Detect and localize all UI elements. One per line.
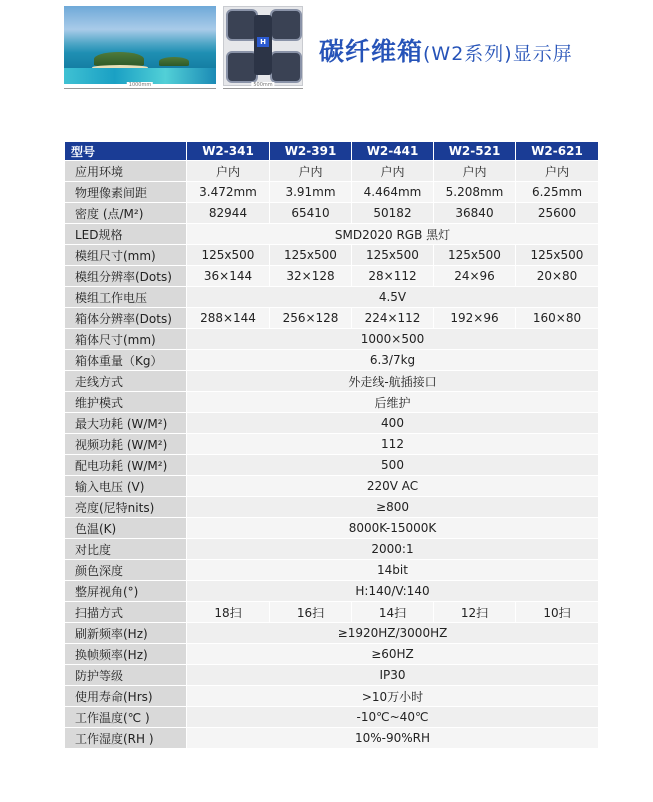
row-label: 颜色深度 <box>65 560 187 581</box>
cell-value-merged: 1000×500 <box>187 329 599 350</box>
cabinet-image <box>223 6 303 86</box>
table-row <box>65 623 599 644</box>
cell-value: 10扫 <box>516 602 599 623</box>
row-label: 亮度(尼特nits) <box>65 497 187 518</box>
header-model-label: 型号 <box>65 142 187 161</box>
cell-value: 65410 <box>270 203 352 224</box>
row-label: 换帧频率(Hz) <box>65 644 187 665</box>
table-row <box>65 371 599 392</box>
spec-table <box>64 141 599 749</box>
row-label: 模组工作电压 <box>65 287 187 308</box>
cell-value: 3.91mm <box>270 182 352 203</box>
cell-value-merged: 400 <box>187 413 599 434</box>
cell-value-merged: 10%-90%RH <box>187 728 599 749</box>
cell-value: 5.208mm <box>434 182 516 203</box>
table-header-row <box>65 142 599 161</box>
row-label: 应用环境 <box>65 161 187 182</box>
cell-value: 24×96 <box>434 266 516 287</box>
cell-value: 125x500 <box>270 245 352 266</box>
row-label: 扫描方式 <box>65 602 187 623</box>
table-row <box>65 497 599 518</box>
cell-value: 16扫 <box>270 602 352 623</box>
row-label: 对比度 <box>65 539 187 560</box>
table-row <box>65 581 599 602</box>
table-row <box>65 245 599 266</box>
row-label: 最大功耗 (W/M²) <box>65 413 187 434</box>
row-label: 模组分辨率(Dots) <box>65 266 187 287</box>
table-row <box>65 644 599 665</box>
cell-value: 82944 <box>187 203 270 224</box>
cabinet-dimension: 500mm <box>223 84 303 89</box>
cell-value: 125x500 <box>434 245 516 266</box>
table-row <box>65 308 599 329</box>
header-model: W2-341 <box>187 142 270 161</box>
brand-logo: H <box>257 37 269 47</box>
table-row <box>65 266 599 287</box>
cell-value: 160×80 <box>516 308 599 329</box>
photo-dimension: 1000mm <box>64 84 216 89</box>
cell-value-merged: 2000:1 <box>187 539 599 560</box>
cell-value-merged: 后维护 <box>187 392 599 413</box>
row-label: 维护模式 <box>65 392 187 413</box>
cell-value-merged: SMD2020 RGB 黑灯 <box>187 224 599 245</box>
row-label: 视频功耗 (W/M²) <box>65 434 187 455</box>
table-row <box>65 539 599 560</box>
cell-value-merged: -10℃~40℃ <box>187 707 599 728</box>
cell-value-merged: ≥800 <box>187 497 599 518</box>
cell-value: 36×144 <box>187 266 270 287</box>
cell-value: 3.472mm <box>187 182 270 203</box>
table-row <box>65 182 599 203</box>
cell-value: 50182 <box>352 203 434 224</box>
table-row <box>65 665 599 686</box>
cell-value-merged: IP30 <box>187 665 599 686</box>
page-title: 碳纤维箱(W2系列)显示屏 <box>319 37 573 66</box>
table-row <box>65 602 599 623</box>
cell-value: 户内 <box>187 161 270 182</box>
header-model: W2-391 <box>270 142 352 161</box>
cell-value-merged: 外走线-航插接口 <box>187 371 599 392</box>
cell-value: 25600 <box>516 203 599 224</box>
table-row <box>65 392 599 413</box>
row-label: 刷新频率(Hz) <box>65 623 187 644</box>
row-label: 箱体尺寸(mm) <box>65 329 187 350</box>
cell-value: 户内 <box>434 161 516 182</box>
table-row <box>65 518 599 539</box>
table-row <box>65 707 599 728</box>
cell-value: 6.25mm <box>516 182 599 203</box>
cell-value: 125x500 <box>352 245 434 266</box>
cell-value: 256×128 <box>270 308 352 329</box>
header-model: W2-441 <box>352 142 434 161</box>
table-row <box>65 476 599 497</box>
row-label: 防护等级 <box>65 665 187 686</box>
cell-value: 14扫 <box>352 602 434 623</box>
header-model: W2-521 <box>434 142 516 161</box>
cell-value: 28×112 <box>352 266 434 287</box>
page-subtitle: (W2系列)显示屏 <box>423 43 573 65</box>
row-label: 走线方式 <box>65 371 187 392</box>
table-row <box>65 728 599 749</box>
cell-value-merged: 112 <box>187 434 599 455</box>
cell-value-merged: 14bit <box>187 560 599 581</box>
table-row <box>65 203 599 224</box>
row-label: LED规格 <box>65 224 187 245</box>
cell-value: 224×112 <box>352 308 434 329</box>
table-row <box>65 413 599 434</box>
cell-value: 32×128 <box>270 266 352 287</box>
cell-value: 20×80 <box>516 266 599 287</box>
cell-value-merged: ≥60HZ <box>187 644 599 665</box>
cell-value: 户内 <box>270 161 352 182</box>
product-photo <box>64 6 216 84</box>
cell-value: 192×96 <box>434 308 516 329</box>
cell-value: 288×144 <box>187 308 270 329</box>
cell-value: 125x500 <box>187 245 270 266</box>
table-row <box>65 686 599 707</box>
cell-value-merged: 4.5V <box>187 287 599 308</box>
cell-value-merged: 8000K-15000K <box>187 518 599 539</box>
row-label: 工作湿度(RH ) <box>65 728 187 749</box>
row-label: 色温(K) <box>65 518 187 539</box>
table-row <box>65 224 599 245</box>
cell-value-merged: 500 <box>187 455 599 476</box>
cell-value-merged: 220V AC <box>187 476 599 497</box>
row-label: 整屏视角(°) <box>65 581 187 602</box>
cell-value-merged: >10万小时 <box>187 686 599 707</box>
cell-value-merged: ≥1920HZ/3000HZ <box>187 623 599 644</box>
row-label: 箱体重量（Kg） <box>65 350 187 371</box>
table-row <box>65 161 599 182</box>
table-row <box>65 560 599 581</box>
cell-value: 户内 <box>352 161 434 182</box>
header-model: W2-621 <box>516 142 599 161</box>
table-row <box>65 287 599 308</box>
cell-value: 4.464mm <box>352 182 434 203</box>
row-label: 物理像素间距 <box>65 182 187 203</box>
cell-value: 户内 <box>516 161 599 182</box>
table-row <box>65 329 599 350</box>
row-label: 箱体分辨率(Dots) <box>65 308 187 329</box>
cell-value-merged: H:140/V:140 <box>187 581 599 602</box>
cell-value: 125x500 <box>516 245 599 266</box>
table-row <box>65 455 599 476</box>
row-label: 模组尺寸(mm) <box>65 245 187 266</box>
cell-value: 36840 <box>434 203 516 224</box>
cell-value-merged: 6.3/7kg <box>187 350 599 371</box>
cell-value: 12扫 <box>434 602 516 623</box>
row-label: 使用寿命(Hrs) <box>65 686 187 707</box>
cell-value: 18扫 <box>187 602 270 623</box>
row-label: 输入电压 (V) <box>65 476 187 497</box>
row-label: 工作温度(℃ ) <box>65 707 187 728</box>
table-row <box>65 350 599 371</box>
row-label: 密度 (点/M²) <box>65 203 187 224</box>
row-label: 配电功耗 (W/M²) <box>65 455 187 476</box>
table-row <box>65 434 599 455</box>
